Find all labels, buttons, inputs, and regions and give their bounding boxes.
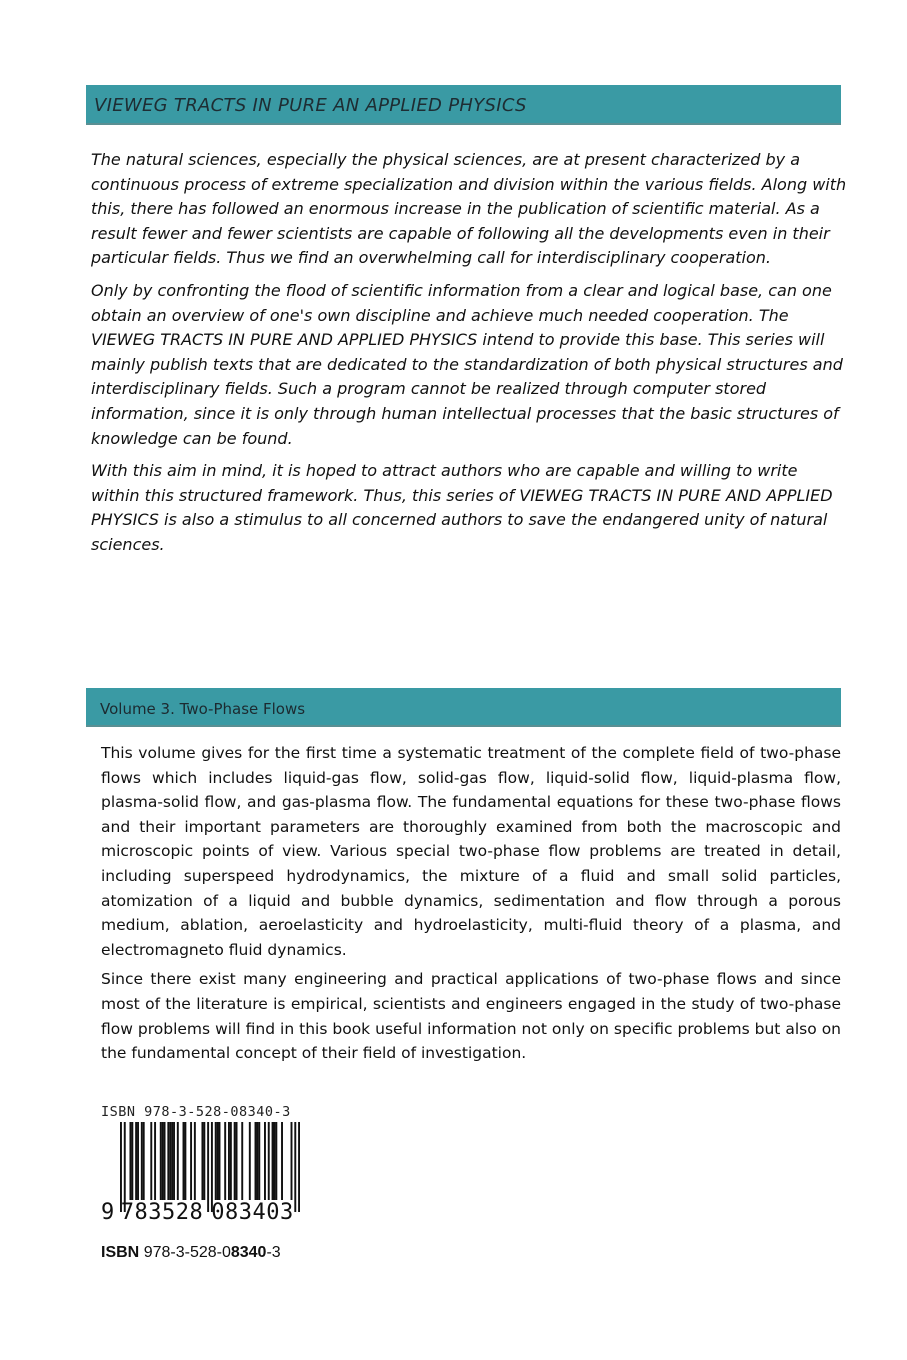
barcode-bar xyxy=(203,1122,205,1200)
isbn-footer-number-start: 978-3-528-0 xyxy=(143,1244,231,1261)
barcode-digits xyxy=(101,1200,294,1225)
isbn-footer-number-bold: 8340 xyxy=(230,1244,267,1261)
barcode-bar xyxy=(241,1122,243,1200)
barcode-bar xyxy=(272,1122,274,1200)
series-title: VIEWEG TRACTS IN PURE AN APPLIED PHYSICS xyxy=(94,95,527,116)
barcode-bar xyxy=(275,1122,277,1200)
barcode-bar xyxy=(160,1122,162,1200)
series-description xyxy=(91,148,851,566)
barcode-bar xyxy=(135,1122,137,1200)
barcode-bar xyxy=(183,1122,185,1200)
barcode-bar xyxy=(131,1122,133,1200)
barcode-bar xyxy=(236,1122,238,1200)
barcode-bar xyxy=(173,1122,175,1200)
barcode-bar xyxy=(228,1122,230,1200)
barcode-bar xyxy=(281,1122,283,1200)
barcode-bar xyxy=(190,1122,192,1200)
barcode-bar xyxy=(169,1122,171,1200)
barcode-bar xyxy=(217,1122,219,1200)
volume-paragraph-1: This volume gives for the first time a systematic treatment of the complete field of two-phase flows which includes liquid-gas flow, solid-gas flow, liquid-solid flow, liquid-plasma flow, plasma-solid flow, and gas-plasma flow. The fundamental equations for these two-phase flows and their important parameters are thoroughly examined from both the macroscopic and microscopic points of view. Various special two-phase flow problems are treated in detail, including superspeed hydrodynamics, the mixture of a fluid and small solid particles, atomization of a liquid and bubble dynamics, sedimentation and flow through a porous medium, ablation, aeroelasticity and hydroelasticity, multi-fluid theory of a plasma, and electromagneto fluid dynamics. xyxy=(101,744,841,959)
barcode-right-group: 083403 xyxy=(211,1200,294,1225)
barcode-bar xyxy=(249,1122,251,1200)
volume-title: Volume 3. Two-Phase Flows xyxy=(100,700,306,718)
volume-title-band xyxy=(86,688,841,727)
barcode-bar xyxy=(120,1122,122,1212)
barcode-bar xyxy=(234,1122,236,1200)
barcode-bar xyxy=(150,1122,152,1200)
barcode-bar xyxy=(177,1122,179,1200)
barcode-bar xyxy=(162,1122,164,1200)
barcode-bar xyxy=(291,1122,293,1200)
barcode-bar xyxy=(137,1122,139,1200)
barcode-bar xyxy=(184,1122,186,1200)
barcode-bar xyxy=(224,1122,226,1200)
series-title-band xyxy=(86,85,841,125)
barcode-bar xyxy=(255,1122,257,1200)
barcode-bar xyxy=(141,1122,143,1200)
barcode-bar xyxy=(207,1122,209,1212)
barcode-bar xyxy=(211,1122,213,1212)
series-paragraph-1: The natural sciences, especially the physical sciences, are at present characterized by a continuous process of extreme specialization and division within the various fields. Along with this, there has followed an enormous increase in the publication of scientific material. As a result fewer and fewer scientists are capable of following all the developments even in their particular fields. Thus we find an overwhelming call for interdisciplinary cooperation. xyxy=(91,150,847,268)
barcode-bar xyxy=(298,1122,300,1212)
barcode-bar xyxy=(215,1122,217,1200)
barcode-bar xyxy=(268,1122,270,1200)
isbn-footer-number-end: -3 xyxy=(266,1244,281,1261)
barcode-bar xyxy=(129,1122,131,1200)
barcode-bar xyxy=(273,1122,275,1200)
barcode-bar xyxy=(124,1122,126,1212)
barcode-bar xyxy=(167,1122,169,1200)
isbn-footer xyxy=(101,1244,281,1262)
barcode-bar xyxy=(256,1122,258,1200)
barcode-bar xyxy=(154,1122,156,1200)
barcode-bar xyxy=(219,1122,221,1200)
barcode-bar xyxy=(264,1122,266,1200)
barcode-left-group: 783528 xyxy=(120,1200,204,1225)
barcode-bar xyxy=(143,1122,145,1200)
barcode-bar xyxy=(194,1122,196,1200)
barcode-bar xyxy=(258,1122,260,1200)
barcode-isbn-label: ISBN 978-3-528-08340-3 xyxy=(101,1104,291,1120)
barcode-bar xyxy=(294,1122,296,1212)
barcode-first-digit: 9 xyxy=(101,1200,115,1225)
barcode-bar xyxy=(164,1122,166,1200)
volume-description xyxy=(101,741,841,1071)
barcode-bar xyxy=(230,1122,232,1200)
isbn-footer-prefix: ISBN xyxy=(101,1244,140,1261)
series-paragraph-2: Only by confronting the flood of scientific information from a clear and logical base, can one obtain an overview of one's own discipline and achieve much needed cooperation. The VIEWEG TRACTS IN PURE AND APPLIED PHYSICS intend to provide this base. This series will mainly publish texts that are dedicated to the standardization of both physical structures and interdisciplinary fields. Such a program cannot be realized through computer stored information, since it is only through human intellectual processes that the basic structures of knowledge can be found. xyxy=(91,280,843,448)
barcode xyxy=(120,1122,300,1212)
barcode-bar xyxy=(171,1122,173,1200)
series-paragraph-3: With this aim in mind, it is hoped to attract authors who are capable and willing to write within this structured framework. Thus, this series of VIEWEG TRACTS IN PURE AND APPLIED PHYSICS is also a stimulus to all concerned authors to save the endangered unity of natural sciences. xyxy=(91,461,833,554)
barcode-bar xyxy=(201,1122,203,1200)
volume-paragraph-2: Since there exist many engineering and practical applications of two-phase flows and since most of the literature is empirical, scientists and engineers engaged in the study of two-phase flow problems will find in this book useful information not only on specific problems but also on the fundamental concept of their field of investigation. xyxy=(101,970,841,1063)
